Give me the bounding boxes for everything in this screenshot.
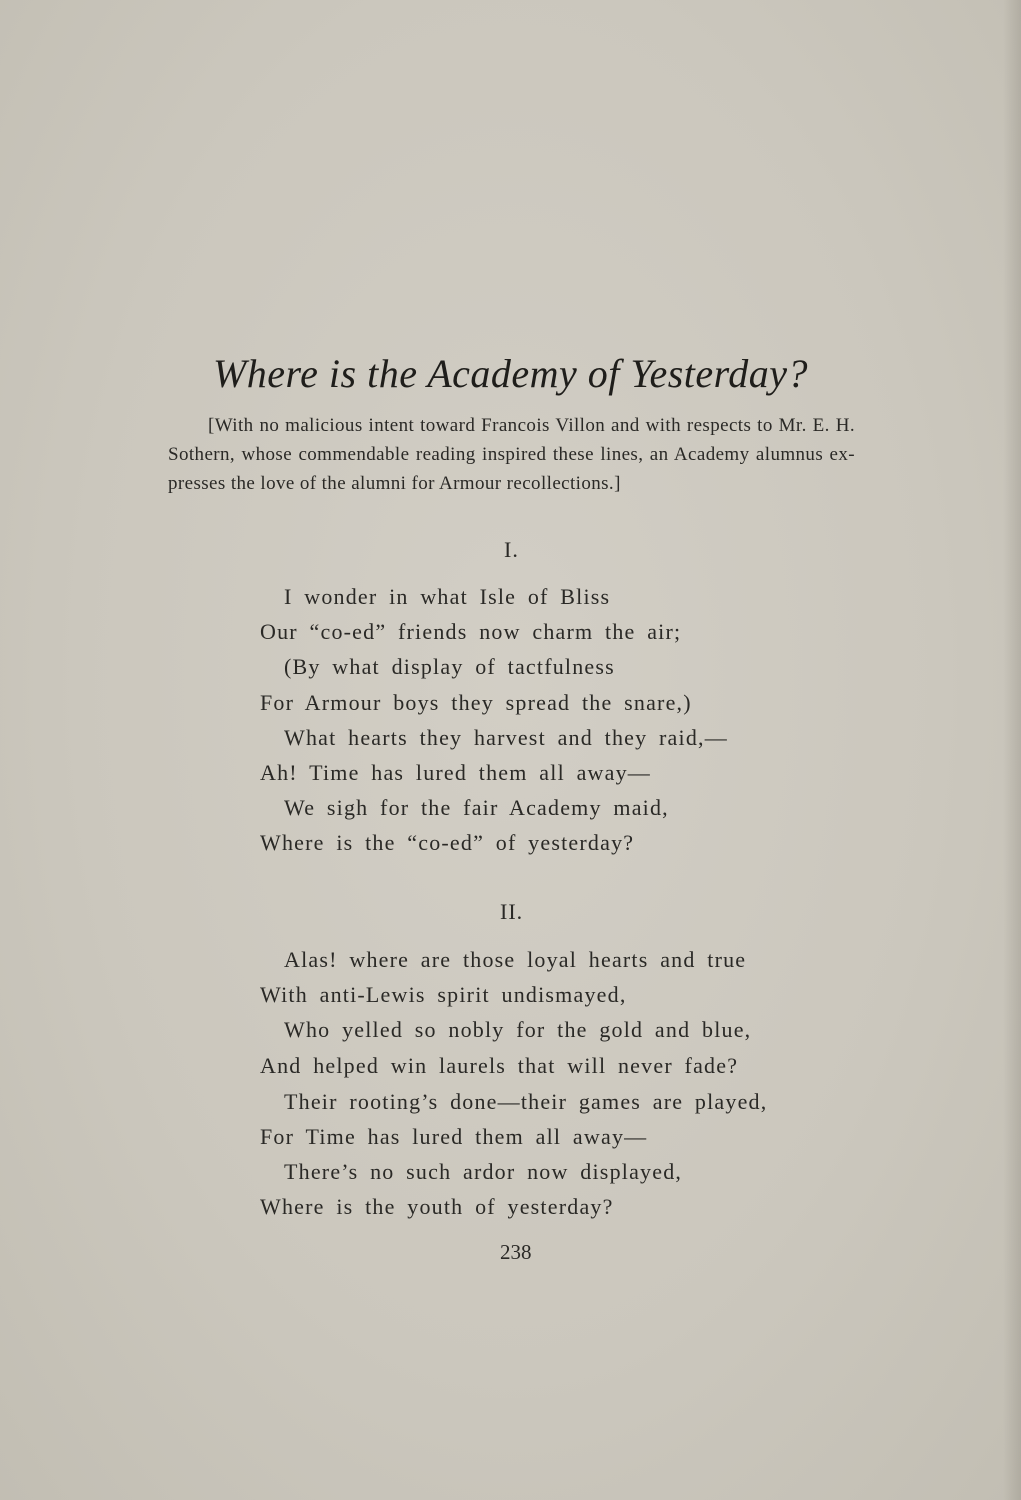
- stanza-number: I.: [504, 537, 519, 562]
- verse-line: Their rooting’s done—their games are played,: [284, 1089, 768, 1114]
- page-edge-shadow: [1003, 0, 1021, 1500]
- verse-line: Who yelled so nobly for the gold and blue,: [284, 1017, 752, 1042]
- verse-line: I wonder in what Isle of Bliss: [284, 584, 611, 609]
- verse-line: What hearts they harvest and they raid,—: [284, 725, 728, 750]
- verse-line: There’s no such ardor now displayed,: [284, 1159, 683, 1184]
- verse-line: And helped win laurels that will never fade?: [260, 1053, 739, 1078]
- stanza-number: II.: [500, 899, 524, 924]
- verse-line: Our “co-ed” friends now charm the air;: [260, 619, 682, 644]
- verse-line: We sigh for the fair Academy maid,: [284, 795, 669, 820]
- page-number: 238: [500, 1240, 532, 1264]
- verse-line: Where is the youth of yesterday?: [260, 1194, 614, 1219]
- verse-line: For Armour boys they spread the snare,): [260, 690, 692, 715]
- verse-line: With anti-Lewis spirit undismayed,: [260, 982, 627, 1007]
- verse-line: Where is the “co-ed” of yesterday?: [260, 830, 635, 855]
- poem-title: Where is the Academy of Yesterday?: [212, 351, 809, 396]
- intro-line: [With no malicious intent toward Francois Villon and with respects to Mr. E. H.: [208, 415, 855, 436]
- verse-line: For Time has lured them all away—: [260, 1124, 648, 1149]
- verse-line: Alas! where are those loyal hearts and true: [284, 947, 747, 972]
- verse-line: (By what display of tactfulness: [284, 654, 615, 679]
- verse-line: Ah! Time has lured them all away—: [260, 760, 651, 785]
- intro-line: presses the love of the alumni for Armour recollections.]: [168, 473, 621, 494]
- intro-line: Sothern, whose commendable reading inspired these lines, an Academy alumnus ex-: [168, 444, 855, 465]
